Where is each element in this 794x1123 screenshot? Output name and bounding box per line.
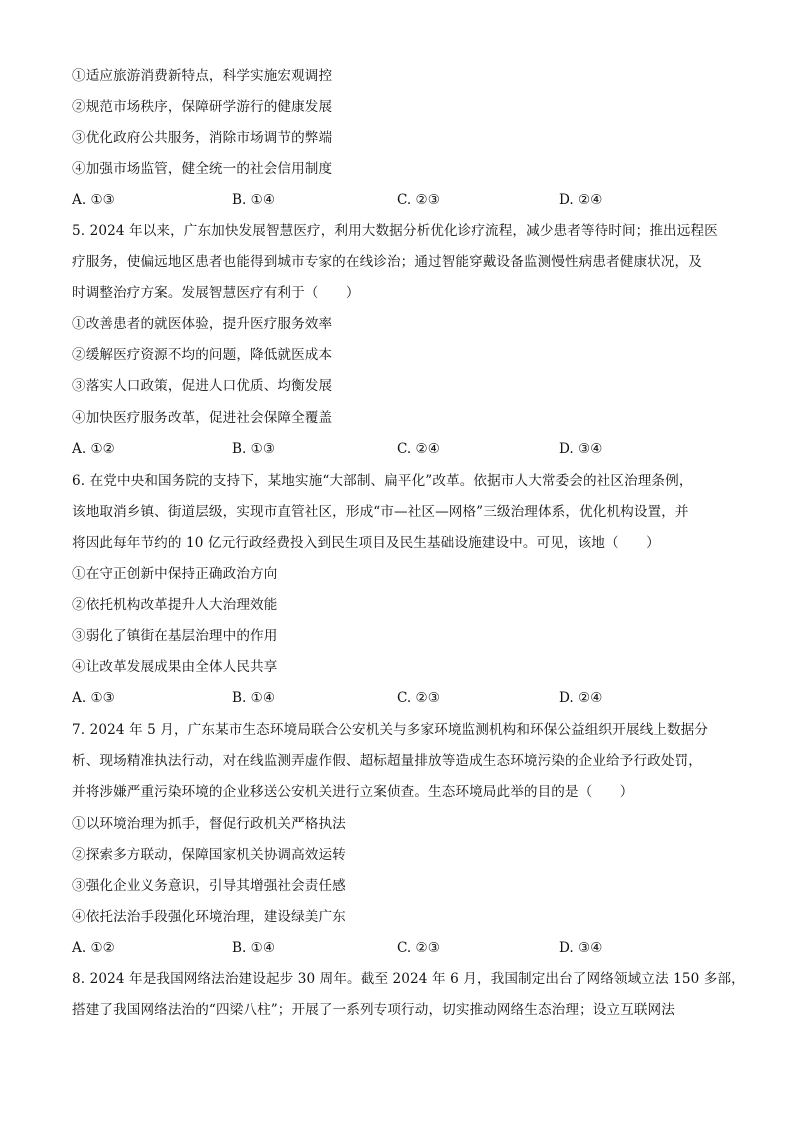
q4-option-2: ②规范市场秩序，保障研学游行的健康发展: [72, 99, 333, 115]
q5-option-1: ①改善患者的就医体验，提升医疗服务效率: [72, 316, 333, 332]
q7-stem-line-1: 7. 2024 年 5 月，广东某市生态环境局联合公安机关与多家环境监测机构和环保公益组织开展线上数据分: [72, 722, 709, 738]
q6-choice-d: D. ②④: [559, 690, 603, 706]
q7-option-2: ②探索多方联动，保障国家机关协调高效运转: [72, 847, 346, 863]
q6-choice-a: A. ①③: [72, 690, 115, 706]
q7-option-1: ①以环境治理为抓手，督促行政机关严格执法: [72, 816, 346, 832]
q5-stem-line-2: 疗服务，使偏远地区患者也能得到城市专家的在线诊治；通过智能穿戴设备监测慢性病患者健康状况，及: [72, 254, 702, 270]
q4-option-3: ③优化政府公共服务，消除市场调节的弊端: [72, 130, 333, 146]
q4-choices: [72, 191, 722, 209]
q6-stem-line-3: 将因此每年节约的 10 亿元行政经费投入到民生项目及民生基础设施建设中。可见，该地（ ）: [72, 535, 660, 551]
q7-choice-d: D. ③④: [559, 940, 603, 956]
q7-choice-a: A. ①②: [72, 940, 115, 956]
q7-choice-b: B. ①④: [232, 940, 276, 956]
q5-option-4: ④加快医疗服务改革，促进社会保障全覆盖: [72, 410, 333, 426]
q6-stem-line-2: 该地取消乡镇、街道层级，实现市直管社区，形成“市—社区—网格”三级治理体系，优化机构设置，并: [72, 504, 689, 520]
q7-choices: [72, 939, 722, 957]
q5-stem-line-1: 5. 2024 年以来，广东加快发展智慧医疗，利用大数据分析优化诊疗流程，减少患者等待时间；推出远程医: [72, 223, 718, 239]
q6-choices: [72, 689, 722, 707]
q6-choice-b: B. ①④: [232, 690, 276, 706]
q4-choice-d: D. ②④: [559, 192, 603, 208]
q5-choice-a: A. ①②: [72, 441, 115, 457]
q8-stem-line-2: 搭建了我国网络法治的“四梁八柱”；开展了一系列专项行动，切实推动网络生态治理；设立互联网法: [72, 1002, 675, 1018]
q5-option-2: ②缓解医疗资源不均的问题，降低就医成本: [72, 347, 333, 363]
q5-option-3: ③落实人口政策，促进人口优质、均衡发展: [72, 378, 333, 394]
q7-option-3: ③强化企业义务意识，引导其增强社会责任感: [72, 878, 346, 894]
q6-option-4: ④让改革发展成果由全体人民共享: [72, 659, 278, 675]
q7-stem-line-3: 并将涉嫌严重污染环境的企业移送公安机关进行立案侦查。生态环境局此举的目的是（ ）: [72, 784, 634, 800]
q5-choice-d: D. ③④: [559, 441, 603, 457]
q7-option-4: ④依托法治手段强化环境治理，建设绿美广东: [72, 909, 346, 925]
q8-stem-line-1: 8. 2024 年是我国网络法治建设起步 30 周年。截至 2024 年 6 月，我国制定出台了网络领域立法 150 多部，: [72, 971, 745, 987]
q6-choice-c: C. ②③: [397, 690, 440, 706]
q4-option-4: ④加强市场监管，健全统一的社会信用制度: [72, 161, 333, 177]
q7-choice-c: C. ②③: [397, 940, 440, 956]
q6-option-1: ①在守正创新中保持正确政治方向: [72, 566, 278, 582]
q4-choice-c: C. ②③: [397, 192, 440, 208]
q4-choice-b: B. ①④: [232, 192, 276, 208]
q5-choices: [72, 440, 722, 458]
q6-stem-line-1: 6. 在党中央和国务院的支持下，某地实施“大部制、扁平化”改革。依据市人大常委会的社区治理条例，: [72, 473, 693, 489]
q5-choice-c: C. ②④: [397, 441, 440, 457]
q4-choice-a: A. ①③: [72, 192, 115, 208]
q6-option-3: ③弱化了镇街在基层治理中的作用: [72, 628, 278, 644]
q6-option-2: ②依托机构改革提升人大治理效能: [72, 597, 278, 613]
q4-option-1: ①适应旅游消费新特点，科学实施宏观调控: [72, 68, 333, 84]
q5-stem-line-3: 时调整治疗方案。发展智慧医疗有利于（ ）: [72, 285, 360, 301]
q7-stem-line-2: 析、现场精准执法行动，对在线监测弄虚作假、超标超量排放等造成生态环境污染的企业给予行政处罚，: [72, 753, 702, 769]
q5-choice-b: B. ①③: [232, 441, 276, 457]
